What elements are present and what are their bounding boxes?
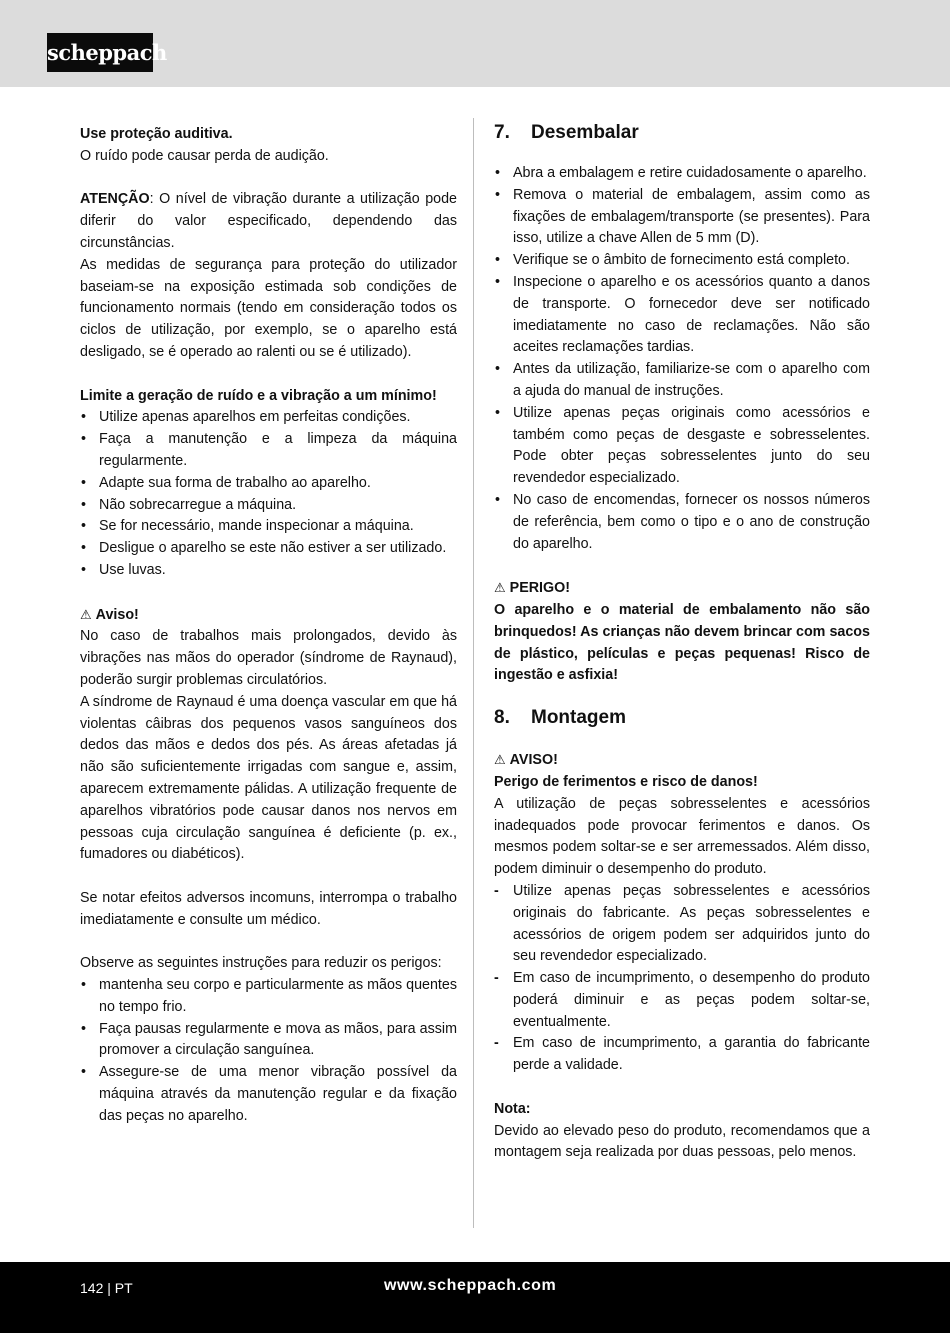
list-item: - Em caso de incumprimento, o desempenho do produto poderá diminuir e as peças podem soltar-se, eventualmente.	[494, 968, 870, 1033]
notice-text-1: No caso de trabalhos mais prolongados, devido às vibrações nas mãos do operador (síndrome de Raynaud), poderão surgir problemas circulatórios.	[80, 628, 457, 688]
list-item: • Verifique se o âmbito de fornecimento está completo.	[494, 250, 870, 272]
list-item: - Em caso de incumprimento, a garantia do fabricante perde a validade.	[494, 1033, 870, 1077]
danger-text: O aparelho e o material de embalamento não são brinquedos! As crianças não devem brincar com sacos de plástico, películas e peças pequenas! Risco de ingestão e asfixia!	[494, 601, 870, 684]
list-item: • Inspecione o aparelho e os acessórios quanto a danos de transporte. O fornecedor deve ser notificado imediatamente no caso de reclamações. Não são aceites reclamações tardias.	[494, 272, 870, 359]
warning-list	[494, 881, 870, 1077]
list-item: • Utilize apenas aparelhos em perfeitas condições.	[80, 407, 457, 429]
section-8-title: Montagem	[531, 707, 626, 729]
list-item: - Utilize apenas peças sobresselentes e acessórios originais do fabricante. As peças sobresselentes e acessórios de origem podem ser adquiridos junto do seu revendedor especializado.	[494, 881, 870, 968]
section-7-heading	[494, 119, 870, 147]
list-item: • Antes da utilização, familiarize-se com o aparelho com a ajuda do manual de instruções.	[494, 359, 870, 403]
list-item: • No caso de encomendas, fornecer os nossos números de referência, bem como o tipo e o ano de construção do aparelho.	[494, 490, 870, 555]
brand-logo: scheppach	[47, 33, 153, 72]
list-item: • mantenha seu corpo e particularmente as mãos quentes no tempo frio.	[80, 975, 457, 1019]
limit-title: Limite a geração de ruído e a vibração a um mínimo!	[80, 387, 437, 404]
hearing-title: Use proteção auditiva.	[80, 126, 233, 142]
warning-heading	[494, 749, 870, 772]
list-item: • Se for necessário, mande inspecionar a máquina.	[80, 516, 457, 538]
warning-text: A utilização de peças sobresselentes e acessórios inadequados pode provocar ferimentos e danos. Os mesmos podem soltar-se e ser arremessados. Além disso, podem diminuir o desempenho do produto.	[494, 795, 870, 878]
safety-text: As medidas de segurança para proteção do utilizador baseiam-se na exposição estimada sob condições de funcionamento normais (tendo em consideração todos os ciclos de utilização, por exemplo, se o aparelho está desligado, se é operado ao ralenti ou se é utilizado).	[80, 256, 457, 360]
section-8-heading	[494, 704, 870, 732]
column-divider	[473, 118, 474, 1228]
list-item: • Use luvas.	[80, 560, 457, 582]
list-item: • Remova o material de embalagem, assim como as fixações de embalagem/transporte (se presentes). Para isso, utilize a chave Allen de 5 mm (D).	[494, 185, 870, 250]
page-footer	[0, 1262, 950, 1333]
section-7-number: 7.	[494, 122, 510, 143]
attention-paragraph	[80, 189, 457, 254]
attention-text: : O nível de vibração durante a utilização pode diferir do valor especificado, dependendo das circunstâncias.	[80, 191, 457, 251]
list-item: • Adapte sua forma de trabalho ao aparelho.	[80, 473, 457, 495]
list-item: • Não sobrecarregue a máquina.	[80, 495, 457, 517]
note-title: Nota:	[494, 1100, 531, 1117]
observe-list	[80, 975, 457, 1128]
page-header	[0, 0, 950, 87]
warning-triangle-icon: ⚠	[494, 752, 506, 768]
warning-subtitle: Perigo de ferimentos e risco de danos!	[494, 773, 758, 790]
list-item: • Faça pausas regularmente e mova as mãos, para assim promover a circulação sanguínea.	[80, 1019, 457, 1063]
list-item: • Assegure-se de uma menor vibração possível da máquina através da manutenção regular e da fixação das peças no aparelho.	[80, 1062, 457, 1127]
notice-heading	[80, 604, 457, 627]
left-column	[80, 124, 457, 1128]
attention-label: ATENÇÃO	[80, 191, 150, 208]
section-7-title: Desembalar	[531, 122, 639, 143]
danger-heading	[494, 577, 870, 600]
list-item: • Abra a embalagem e retire cuidadosamente o aparelho.	[494, 163, 870, 185]
website-link[interactable]: www.scheppach.com	[384, 1277, 557, 1294]
danger-title: PERIGO!	[509, 580, 571, 597]
warning-title: AVISO!	[509, 752, 558, 769]
right-column	[494, 119, 870, 1164]
warning-triangle-icon: ⚠	[80, 606, 92, 622]
note-text: Devido ao elevado peso do produto, recomendamos que a montagem seja realizada por duas pessoas, pelo menos.	[494, 1122, 870, 1161]
limit-list	[80, 407, 457, 581]
page-number: 142 | PT	[80, 1280, 133, 1296]
list-item: • Utilize apenas peças originais como acessórios e também como peças de desgaste e sobresselentes. Pode obter peças sobresselentes junto do seu revendedor especializado.	[494, 403, 870, 490]
warning-triangle-icon: ⚠	[494, 580, 506, 596]
notice-title: Aviso!	[95, 606, 139, 623]
section-8-number: 8.	[494, 707, 510, 729]
unpack-list	[494, 163, 870, 555]
list-item: • Faça a manutenção e a limpeza da máquina regularmente.	[80, 429, 457, 473]
notice-text-2: A síndrome de Raynaud é uma doença vascular em que há violentas câibras dos pequenos vasos sanguíneos dos dedos das mãos e dedos dos pés. As áreas afetadas já não são suficientemente irrigadas com sangue e, assim, aparecem extremamente pálidas. A utilização frequente de aparelhos vibratórios pode causar danos nos nervos em pessoas cuja circulação sanguínea é deficiente (p. ex., fumadores ou diabéticos).	[80, 693, 457, 863]
observe-text: Observe as seguintes instruções para reduzir os perigos:	[80, 955, 442, 972]
hearing-text: O ruído pode causar perda de audição.	[80, 147, 329, 164]
adverse-text: Se notar efeitos adversos incomuns, interrompa o trabalho imediatamente e consulte um médico.	[80, 889, 457, 928]
list-item: • Desligue o aparelho se este não estiver a ser utilizado.	[80, 538, 457, 560]
